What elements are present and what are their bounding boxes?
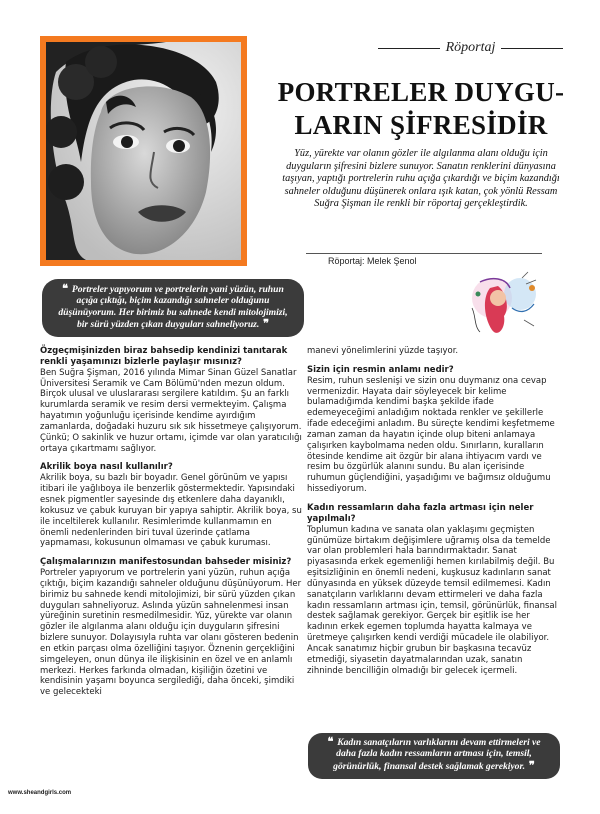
- article-column-2: [307, 346, 560, 684]
- article-column-1: [40, 346, 302, 706]
- question-3: Çalışmalarınızın manifestosundan bahseder misiniz?: [40, 557, 292, 568]
- section-label: [378, 40, 563, 56]
- quote-close-icon: ❞: [259, 317, 270, 331]
- answer-5: Toplumun kadına ve sanata olan yaklaşımı geçmişten günümüze birtakım değişimlere uğramış olsa da temelde var olan problemleri hala barındırmaktadır. Sanat piyasasında erkek egemenliği hemen kırılabilmiş değil. Bu eşitsizliğinin en önemli nedeni, kuşkusuz kadınların sanat dünyasında en yüksek düzeyde temsil edilmemesi. Kadın sanatçıların varlıklarını devam ettirmeleri ve daha fazla kadın ressamların artması için, temsil, görünürlük, finansal destek sağlamak gerekiyor. Gerçek bir eşitlik ise her kadının erkek egemen toplumda hayatta kalmaya ve üretmeye çalışırken kendi verdiği mücadele ile olabiliyor. Ancak sanatımız hiçbir grubun bir başkasına tecavüz etmediği, siyasetin dayatmalarından uzak, sanatın zihninde bencilliğin olmadığı bir gelecek içermeli.: [307, 524, 557, 676]
- pull-quote-bottom-text: Kadın sanatçıların varlıklarını devam ettirmeleri ve daha fazla kadın ressamların artması için, temsil, görünürlük, finansal destek sağlamak gerekiyor.: [333, 737, 541, 772]
- title-line-2: LARIN ŞİFRESİDİR: [294, 110, 548, 140]
- author-credit: Röportaj: Melek Şenol: [328, 256, 417, 266]
- pull-quote-top: [42, 279, 304, 337]
- answer-3: Portreler yapıyorum ve portrelerin yani yüzün, ruhun açığa çıktığı, biçim kazandığı sahneler olduğunu düşünüyorum. Her birimiz bu sahnede kendi mitolojimizi, bir sürü yüzden çıkan duyguları sahneliyoruz. Aslında yüzün sahnelenmesi insan yüreğinin suretinin resmedilmesidir. Yüz, yürekte var olanın gözler ile algılanma alanı olduğu için duyguların şifresini bizlere sunuyor. Dolayısıyla ruhta var olanı gösteren bedenin en etkin parçası olma özelliğini taşıyor. Öznenin gerçekliğini simgeleyen, onun dünya ile ilişkisinin en özel ve en anlamlı merkezi. Herkes farkında olmadan, kişiliğin özetini ve kendisinin yaşamı boyunca sergilediği, daha önceki, şimdiki ve gelecekteki: [40, 568, 302, 698]
- article-title: [266, 76, 576, 142]
- section-rule-left: [378, 48, 440, 49]
- quote-open-icon: ❝: [62, 282, 72, 295]
- question-2: Akrilik boya nasıl kullanılır?: [40, 462, 173, 473]
- pull-quote-bottom: [308, 733, 560, 779]
- question-5: Kadın ressamların daha fazla artması için neler yapılmalı?: [307, 502, 534, 524]
- quote-open-icon: ❝: [327, 735, 338, 748]
- artwork-illustration: [462, 268, 550, 342]
- article-lead: Yüz, yürekte var olanın gözler ile algılanma alanı olduğu için duyguların şifresini bizlere sunuyor. Sanatın renklerini dünyasına taşıyan, yaptığı portrelerin ruhu açığa çıkardığı ve biçim kazandığı sahneler olduğunu düşünerek onlara ışık katan, çok yönlü Ressam Suğra Şişman ile renkli bir röportaj gerçekleştirdik.: [282, 148, 560, 210]
- answer-4: Resim, ruhun seslenişi ve sizin onu duymanız ona cevap vermenizdir. Hayata dair söyleyecek bir kelime bulamadığımda kendimi başka şekilde ifade edemeyeceğimi anladığım noktada renkler ve şekillerle ifade edeceğimi anladım. Bu süreçte kendimi keşfetmeme zaman zaman da hayatın içinde olup biteni anlamaya çalışırken kaybolmama neden oldu. Sınırların, kuralların ötesinde kendime ait özgür bir alana ihtiyacım vardı ve resim bu özgürlük alanını sundu. Bu alan içerisinde ruhumun güçlendiğini, yaşadığımı ve bağımsız olduğumu hissediyorum.: [307, 375, 555, 495]
- author-block: [306, 253, 542, 268]
- question-1: Özgeçmişinizden biraz bahsedip kendinizi tanıtarak renkli yaşamınızı bizlerle paylaşır mısınız?: [40, 346, 288, 367]
- footer-url[interactable]: www.sheandgirls.com: [8, 790, 72, 796]
- question-4: Sizin için resmin anlamı nedir?: [307, 364, 454, 375]
- quote-close-icon: ❞: [525, 758, 535, 772]
- pull-quote-top-text: Portreler yapıyorum ve portrelerin yani yüzün, ruhun açığa çıktığı, biçim kazandığı sahneler olduğunu düşünüyorum. Her birimiz bu sahnede kendi mitolojimizi, bir sürü yüzden çıkan duyguları sahneliyoruz.: [58, 284, 288, 331]
- answer-2: Akrilik boya, su bazlı bir boyadır. Genel görünüm ve yapısı itibari ile yağlıboya ile benzerlik göstermektedir. Yapısındaki esnek pigmentler sayesinde dış etkenlere daha dayanıklı, kokusuz ve çabuk kuruyan bir yapıya sahiptir. Akrilik boya, su ile inceltilerek kullanılır. Resimlerimde kullanmamın en önemli nedenlerinden biri tuval üzerinde çatlama yapmaması, kokusunun olmaması ve çabuk kuruması.: [40, 473, 302, 549]
- answer-3-continued: manevi yönelimlerini yüzde taşıyor.: [307, 346, 459, 356]
- section-rule-right: [501, 48, 563, 49]
- portrait-photo: [46, 42, 241, 260]
- answer-1: Ben Suğra Şişman, 2016 yılında Mimar Sinan Güzel Sanatlar Üniversitesi Seramik ve Cam Bölümü'nden mezun oldum. Birçok ulusal ve uluslararası sergilere katıldım. Şu an farklı kurumlarda seramik ve resim dersi vermekteyim. Çalışma hayatımın yoğunluğu içerisinde kendime ayırdığım zamanlarda, doğadaki huzuru sık sık hissetmeye çalışıyorum. Çünkü; O sakinlik ve huzur ortamı, içimde var olan yaratıcılığı ortaya çıkartmamı sağlıyor.: [40, 367, 302, 454]
- title-line-1: PORTRELER DUYGU-: [277, 77, 565, 107]
- section-name: Röportaj: [445, 40, 496, 55]
